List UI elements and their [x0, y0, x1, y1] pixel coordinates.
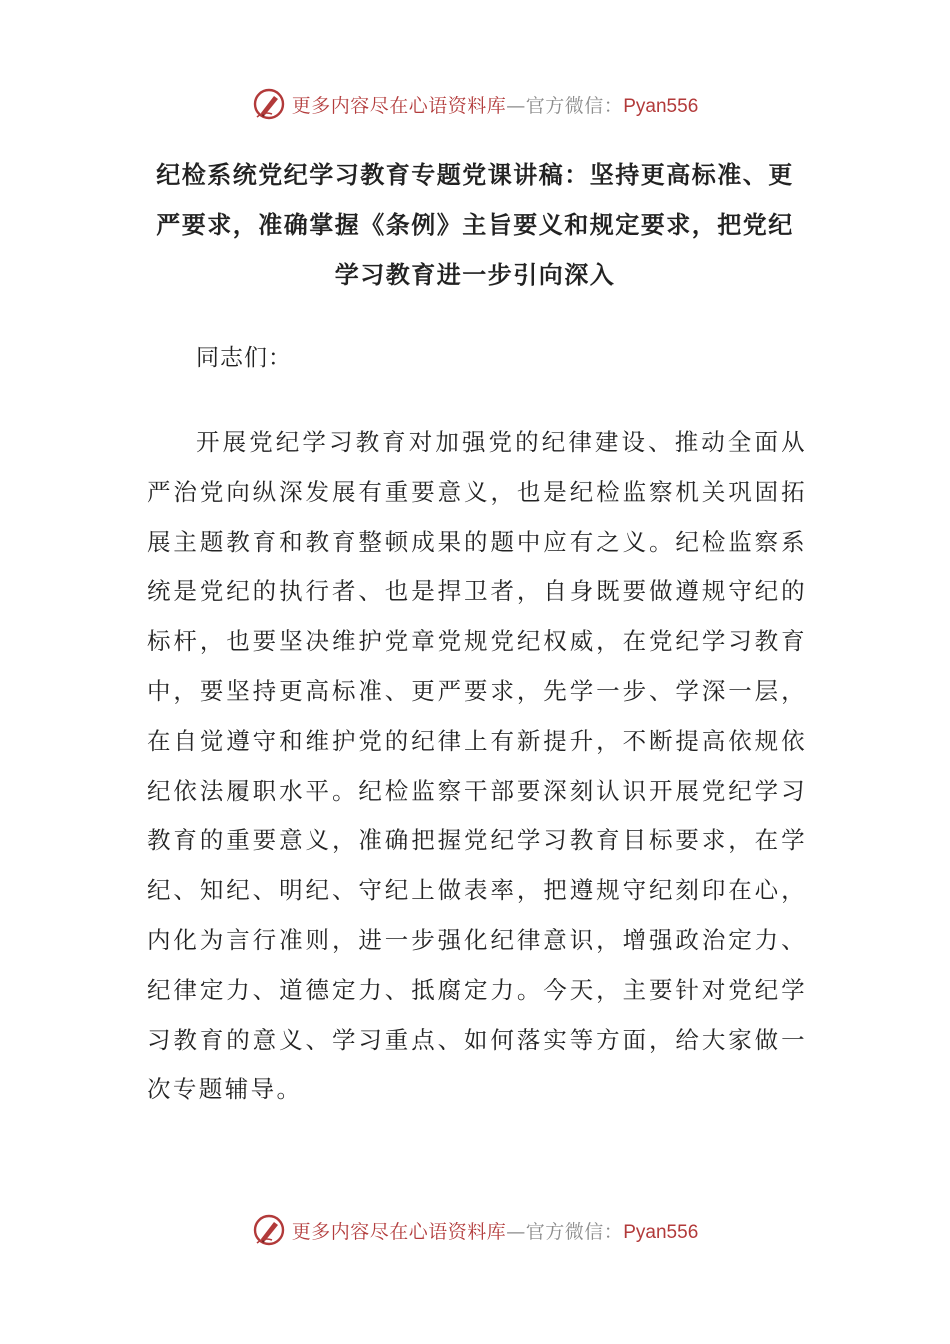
header-banner: [0, 86, 950, 122]
banner-wechat-id: Pyan556: [623, 95, 699, 117]
footer-banner: [0, 1212, 950, 1248]
banner-separator: —: [506, 1220, 526, 1243]
body-paragraph: 开展党纪学习教育对加强党的纪律建设、推动全面从严治党向纵深发展有重要意义，也是纪检监察机关巩固拓展主题教育和教育整顿成果的题中应有之义。纪检监察系统是党纪的执行者、也是捍卫者，自身既要做遵规守纪的标杆，也要坚决维护党章党规党纪权威，在党纪学习教育中，要坚持更高标准、更严要求，先学一步、学深一层，在自觉遵守和维护党的纪律上有新提升，不断提高依规依纪依法履职水平。纪检监察干部要深刻认识开展党纪学习教育的重要意义，准确把握党纪学习教育目标要求，在学纪、知纪、明纪、守纪上做表率，把遵规守纪刻印在心，内化为言行准则，进一步强化纪律意识，增强政治定力、纪律定力、道德定力、抵腐定力。今天，主要针对党纪学习教育的意义、学习重点、如何落实等方面，给大家做一次专题辅导。: [147, 428, 807, 1104]
banner-main-text: 更多内容尽在心语资料库: [291, 1220, 507, 1243]
greeting: 同志们：: [196, 345, 292, 371]
banner-main-text: 更多内容尽在心语资料库: [291, 94, 507, 117]
banner-wechat-id: Pyan556: [623, 1221, 699, 1243]
document-title: 纪检系统党纪学习教育专题党课讲稿：坚持更高标准、更严要求，准确掌握《条例》主旨要义和规定要求，把党纪学习教育进一步引向深入: [156, 160, 794, 289]
pen-logo-icon: [252, 87, 286, 121]
banner-separator: —: [506, 94, 526, 117]
banner-label: 官方微信：: [525, 94, 624, 117]
pen-logo-icon: [252, 1213, 286, 1247]
banner-label: 官方微信：: [525, 1220, 624, 1243]
